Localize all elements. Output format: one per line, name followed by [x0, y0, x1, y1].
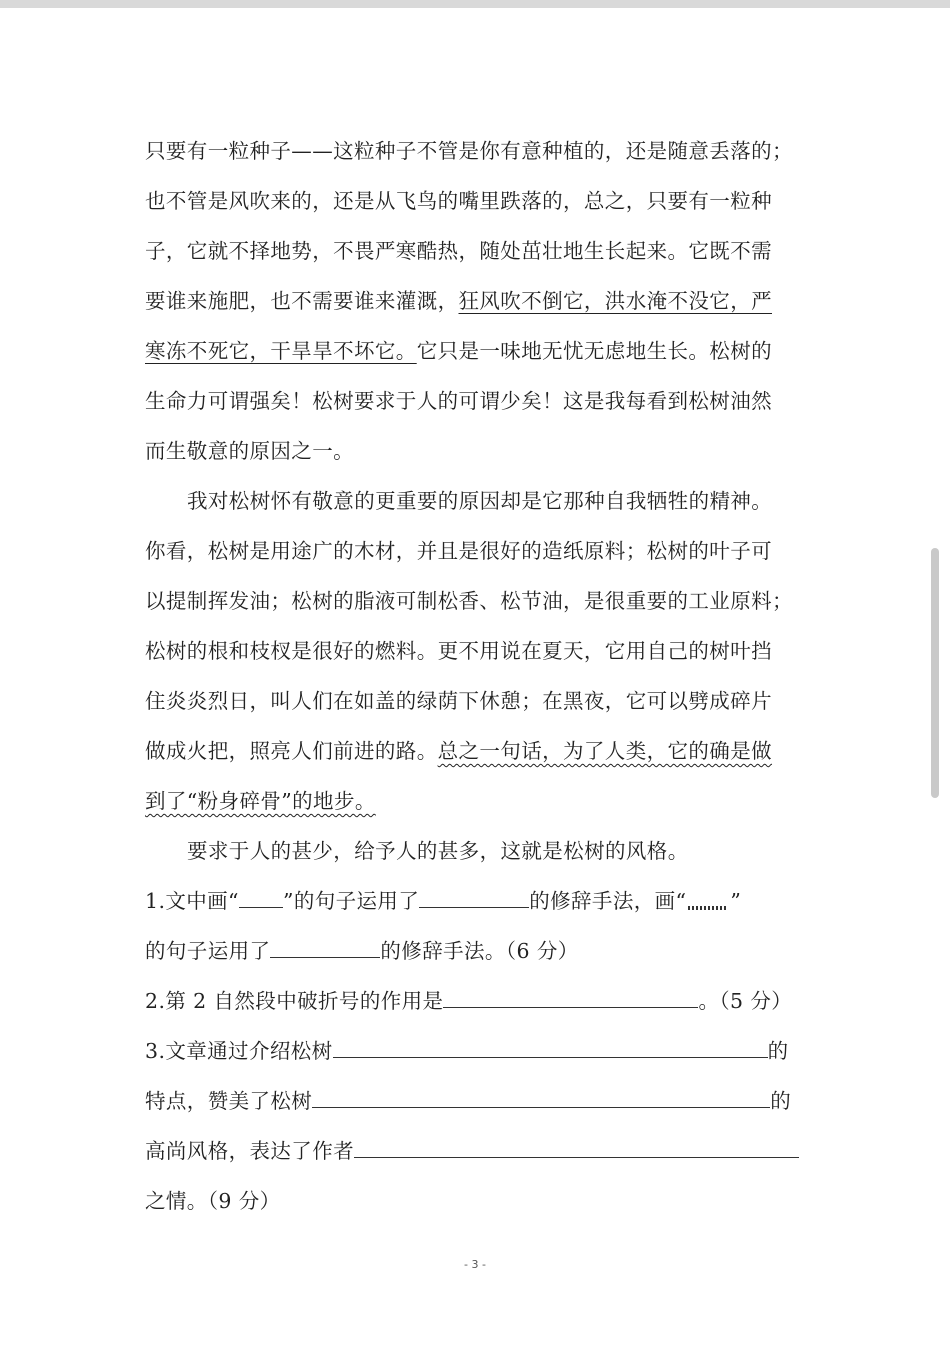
answer-blank[interactable]: [354, 1141, 799, 1158]
page-number: - 3 -: [464, 1258, 486, 1271]
answer-blank[interactable]: [312, 1091, 770, 1108]
passage-line: 而生敬意的原因之一。: [145, 439, 354, 463]
question-text: 特点，赞美了松树: [145, 1089, 313, 1113]
passage-line: [145, 326, 810, 376]
wavy-underlined-sentence: 到了“粉身碎骨”的地步。: [145, 789, 376, 813]
question-text: 2.第 2 自然段中破折号的作用是: [145, 989, 444, 1013]
passage-text: 做成火把，照亮人们前进的路。: [145, 739, 438, 763]
answer-blank[interactable]: [419, 891, 529, 908]
passage-line: 子，它就不择地势，不畏严寒酷热，随处茁壮地生长起来。它既不需: [145, 239, 772, 263]
passage-line: 生命力可谓强矣！松树要求于人的可谓少矣！这是我每看到松树油然: [145, 389, 772, 413]
question-text: 的: [767, 1039, 789, 1063]
question-2: [145, 976, 810, 1026]
question-1: [145, 876, 810, 926]
underlined-sentence: 寒冻不死它，干旱旱不坏它。: [145, 339, 417, 363]
question-text: 。（5 分）: [698, 989, 793, 1013]
question-1-cont: [145, 926, 810, 976]
passage-line: 我对松树怀有敬意的更重要的原因却是它那种自我牺牲的精神。: [187, 489, 773, 513]
question-3: [145, 1026, 810, 1076]
wavy-line-mark: [686, 894, 730, 908]
answer-blank[interactable]: [270, 941, 380, 958]
straight-line-mark: [239, 893, 283, 908]
passage-line: [145, 726, 810, 776]
passage-line: 只要有一粒种子——这粒种子不管是你有意种植的，还是随意丢落的；: [145, 139, 793, 163]
passage-line: 也不管是风吹来的，还是从飞鸟的嘴里跌落的，总之，只要有一粒种: [145, 189, 772, 213]
question-text: 的修辞手法。（6 分）: [380, 939, 579, 963]
passage-line: [145, 776, 810, 826]
viewer-top-bar: [0, 0, 950, 8]
passage-text: 要谁来施肥，也不需要谁来灌溉，: [145, 289, 459, 313]
passage-line: 以提制挥发油；松树的脂液可制松香、松节油，是很重要的工业原料；: [145, 589, 793, 613]
question-text: ”: [730, 889, 742, 913]
answer-blank[interactable]: [443, 991, 698, 1008]
question-text: ”的句子运用了: [282, 889, 420, 913]
question-text: 的修辞手法，画“: [529, 889, 687, 913]
question-text: 3.文章通过介绍松树: [145, 1039, 333, 1063]
underlined-sentence: 狂风吹不倒它，洪水淹不没它，严: [458, 289, 772, 313]
wavy-underlined-sentence: 总之一句话，为了人类，它的确是做: [437, 739, 773, 763]
question-text: 1.文中画“: [145, 889, 239, 913]
passage-line: 要求于人的甚少，给予人的甚多，这就是松树的风格。: [187, 839, 689, 863]
question-text: 的: [770, 1089, 792, 1113]
question-3-end: 之情。（9 分）: [145, 1189, 281, 1213]
reading-passage: [145, 126, 810, 1226]
question-text: 的句子运用了: [145, 939, 271, 963]
passage-line: 你看，松树是用途广的木材，并且是很好的造纸原料；松树的叶子可: [145, 539, 772, 563]
question-3-cont: [145, 1076, 810, 1126]
passage-line: 松树的根和枝杈是很好的燃料。更不用说在夏天，它用自己的树叶挡: [145, 639, 772, 663]
passage-text: 它只是一味地无忧无虑地生长。松树的: [416, 339, 773, 363]
passage-line: 住炎炎烈日，叫人们在如盖的绿荫下休憩；在黑夜，它可以劈成碎片: [145, 689, 772, 713]
answer-blank[interactable]: [333, 1041, 768, 1058]
passage-line: [145, 276, 810, 326]
question-3-cont: [145, 1126, 810, 1176]
question-text: 高尚风格，表达了作者: [145, 1139, 354, 1163]
vertical-scrollbar[interactable]: [931, 548, 939, 798]
